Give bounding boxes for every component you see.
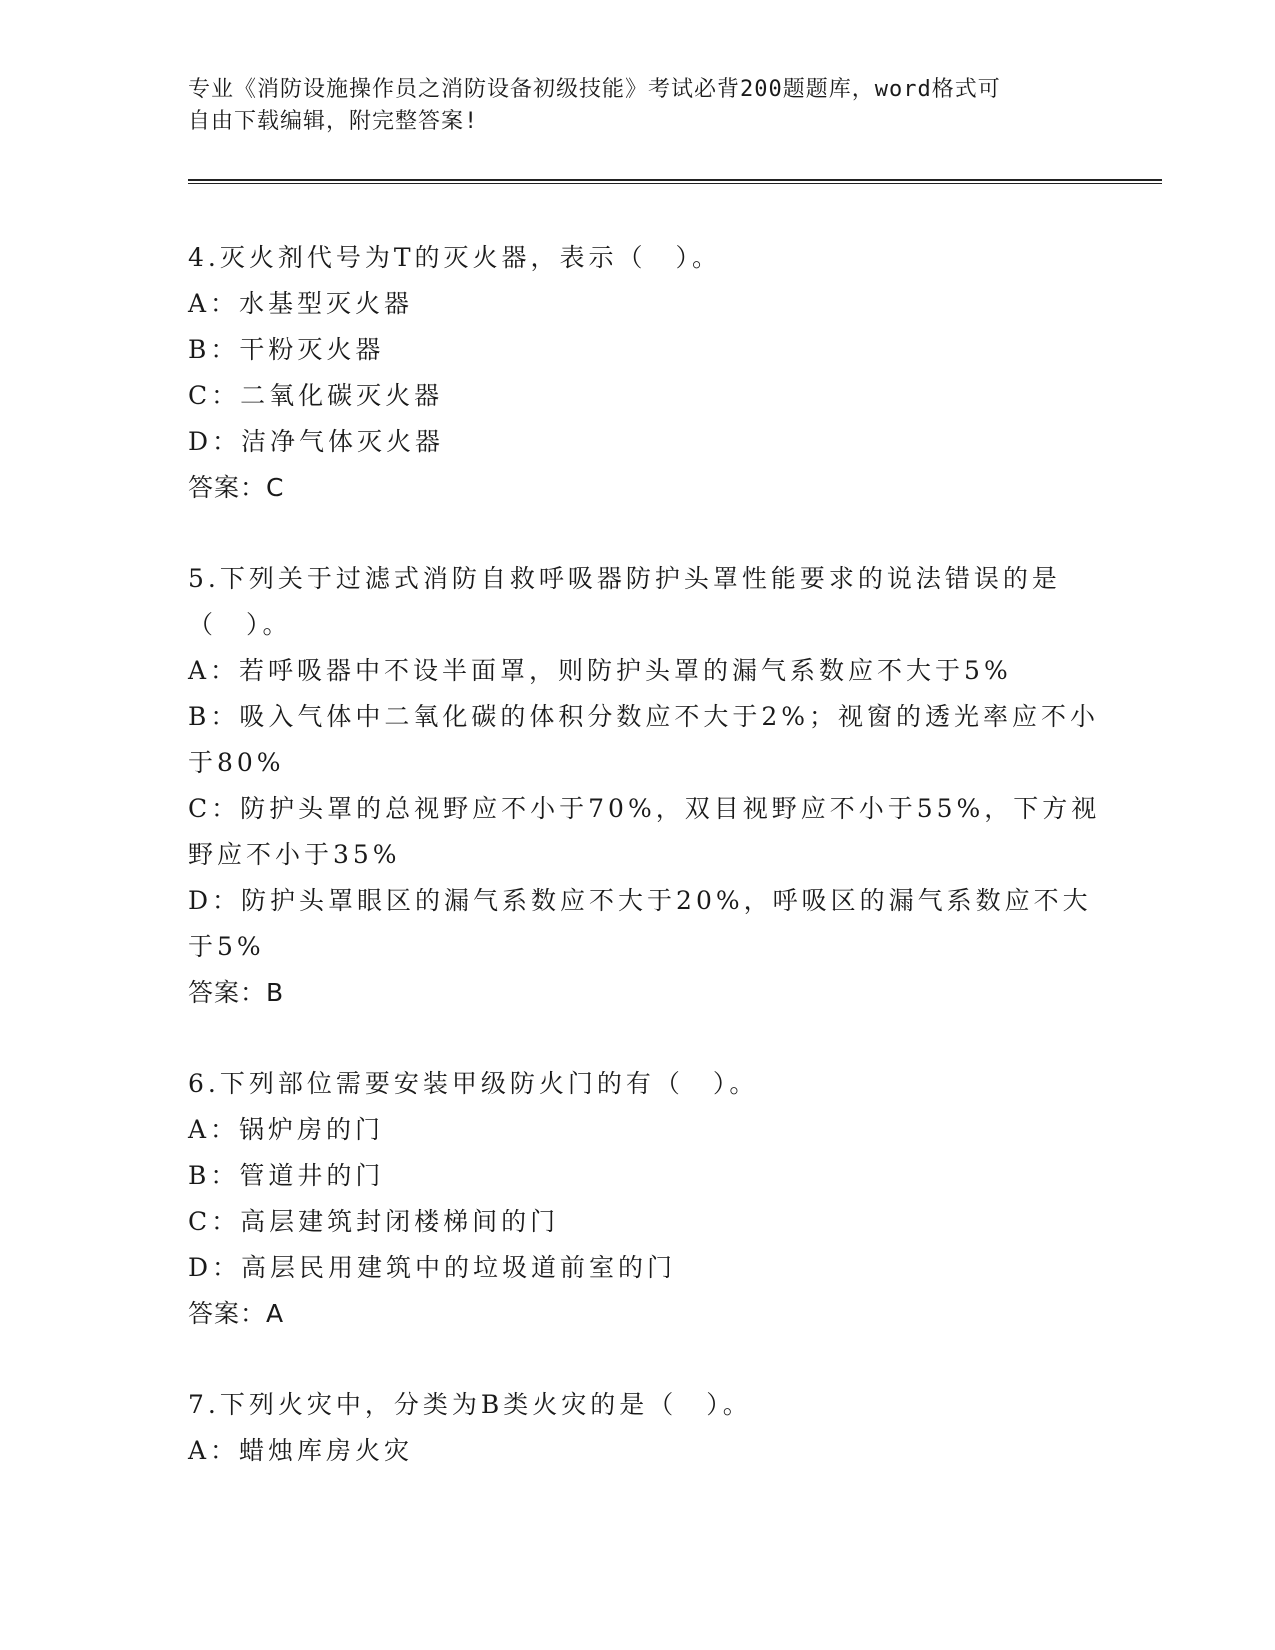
question-5 (188, 556, 1108, 1016)
option-c: C：二氧化碳灭火器 (188, 381, 444, 410)
answer-label: 答案：B (188, 978, 285, 1007)
option-b: B：管道井的门 (188, 1161, 385, 1190)
document-header (188, 74, 1078, 138)
question-stem-cont: （ ）。 (188, 610, 292, 639)
question-list (188, 235, 1108, 1519)
answer-label: 答案：C (188, 473, 285, 502)
header-line-2: 自由下载编辑，附完整答案! (188, 109, 479, 134)
option-a: A：锅炉房的门 (188, 1115, 385, 1144)
option-c-cont: 野应不小于35% (188, 840, 401, 869)
option-d: D：高层民用建筑中的垃圾道前室的门 (188, 1253, 677, 1282)
option-d: D：防护头罩眼区的漏气系数应不大于20%，呼吸区的漏气系数应不大 (188, 886, 1092, 915)
option-a: A：蜡烛库房火灾 (188, 1436, 414, 1465)
option-c: C：高层建筑封闭楼梯间的门 (188, 1207, 560, 1236)
option-d: D：洁净气体灭火器 (188, 427, 445, 456)
option-b: B：吸入气体中二氧化碳的体积分数应不大于2%；视窗的透光率应不小 (188, 702, 1100, 731)
question-stem: 7.下列火灾中，分类为B类火灾的是（ ）。 (188, 1390, 752, 1419)
option-c: C：防护头罩的总视野应不小于70%，双目视野应不小于55%，下方视 (188, 794, 1101, 823)
question-4 (188, 235, 1108, 511)
header-line-1: 专业《消防设施操作员之消防设备初级技能》考试必背200题题库，word格式可 (188, 77, 1001, 102)
question-stem: 4.灭火剂代号为T的灭火器，表示（ ）。 (188, 243, 722, 272)
question-6 (188, 1061, 1108, 1337)
question-7 (188, 1382, 1108, 1474)
header-divider (188, 179, 1162, 184)
option-b: B：干粉灭火器 (188, 335, 385, 364)
question-stem: 6.下列部位需要安装甲级防火门的有（ ）。 (188, 1069, 759, 1098)
option-a: A：若呼吸器中不设半面罩，则防护头罩的漏气系数应不大于5% (188, 656, 1012, 685)
option-a: A：水基型灭火器 (188, 289, 414, 318)
option-d-cont: 于5% (188, 932, 265, 961)
option-b-cont: 于80% (188, 748, 285, 777)
answer-label: 答案：A (188, 1299, 285, 1328)
question-stem: 5.下列关于过滤式消防自救呼吸器防护头罩性能要求的说法错误的是 (188, 564, 1061, 593)
